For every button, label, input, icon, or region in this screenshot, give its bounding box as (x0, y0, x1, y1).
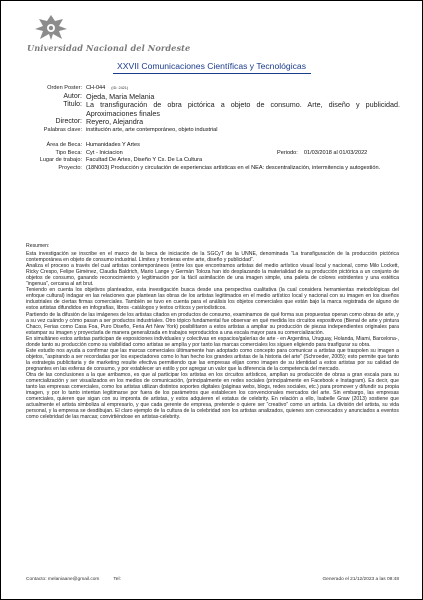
titulo-label: Titulo: (63, 101, 82, 109)
poster-id: (ID: 2421) (111, 86, 129, 90)
title-underline (113, 73, 311, 74)
proyecto-value: (18N003) Producción y circulación de experiencias artísticas en el NEA: descentralización, intermitencia y autogestión. (86, 165, 381, 172)
summary-paragraph: En simultáneo estos artistas participan de exposiciones individuales y colectivas en espacios/galerías de arte - en Argentina, Uruguay, Holanda, Miami, Barcelona-, donde tanto su producción como su visibilidad como artistas se amplía y por tanto las marcas comerciales los siguen eligiendo para trasfigurar su obra. (26, 335, 399, 348)
row-area-beca (1, 142, 422, 149)
director-label: Director: (55, 118, 82, 126)
row-palabras-clave (1, 127, 422, 134)
page-footer (26, 577, 399, 582)
page-title: XXVII Comunicaciones Científicas y Tecnológicas (117, 61, 306, 71)
tipo-beca-label: Tipo Beca: (55, 149, 82, 156)
summary-paragraph: Esta investigación se inscribe en el marco de la beca de iniciación de la SGCyT de la UNNE, denominada “La transfiguración de la producción pictórica contemporánea en objeto de consumo industrial. Límites y fronteras entre arte, diseño y publicidad”. (26, 251, 399, 264)
row-proyecto (1, 165, 422, 172)
footer-contact: Contacto: melaniaane@gmail.com (26, 577, 100, 582)
periodo-label: Periodo: (277, 149, 298, 156)
orden-poster-label: Orden Poster: (47, 85, 82, 91)
palabras-clave-label: Palabras clave: (43, 127, 82, 134)
orden-poster-code: CH-044 (86, 85, 106, 91)
summary-paragraph: Otra de las conclusiones a la que arribamos, es que al participar los artistas en los circuitos artísticos, amplían su producción de obras a gran escala para su comercialización y ser visualizados en los medios de comunicación, (principalmente en redes sociales (principalmente en Facebook e Instagram). Es decir, que tanto las empresas comerciales, como los artistas utilizan distintos soportes digitales (páginas webs, blogs, redes sociales, etc.) para promover y difundir su propia imagen, y por lo tanto intentan legitimarse por fuera de los parámetros que establecen los convencionales mercados del arte. Sin embargo, las empresas comerciales, quieren que sigan con su impronta de artistas, y estos adquieren el estatus de celebrity. En relación a ello, Isabelle Graw (2013) sostiene que actualmente el artista simboliza al empresario, y que cada gerente de empresa, pretende o quiere ser “creativo” como un artista. La división del artista, su vida personal, y la empresa se desdibujan. El claro ejemplo de la cultura de la celebridad son los artistas analizados, quienes son convocados y anunciados a eventos como celebridad de las marcas; convirtiéndose en artistas-celebrity. (26, 371, 399, 421)
row-tipo-beca (1, 150, 422, 157)
university-name: Universidad Nacional del Nordeste (27, 43, 191, 53)
proyecto-label: Proyecto: (58, 165, 82, 172)
summary-paragraph: Analiza el proceso a través del cual artistas contemporáneos (entre los que encontramos artistas del medio artístico visual local y nacional, como Milo Lockett, Ricky Crespo, Felipe Giménez, Claudia Baldrich, Mario Lange y Germán Toloza han ido desplazando la materialidad de su producción pictórica a un conjunto de objetos de consumo, ganando reconocimiento y legitimación por la fácil asimilación de una imagen simple, una paleta de colores estridentes y una estética “ingenua”, cercana al art brut. (26, 263, 399, 288)
summary-paragraph: Este estudio nos ayuda a confirmar que las marcas comerciales últimamente han adoptado como concepto para comunicar a artistas que traspolen su imagen a objetos, “aspirando a ser recordadas por los espectadores como lo han hecho los grandes artistas de la historia del arte” (Schroeder, 2005); esto permite que tanto la estrategia publicitaria y de marketing resulte efectiva permitiendo que las empresas elijan como imagen de su identidad a estos artistas por su calidad de pregnantes en las esferas de consumo, y por establecer un estilo y por agregar un valor que la diferencia de la competencia del mercado. (26, 347, 399, 372)
area-beca-value: Humanidades Y Artes (86, 141, 140, 148)
row-lugar-trabajo (1, 157, 422, 164)
tipo-beca-value: Cyt - Iniciacion (86, 149, 123, 156)
director-value: Reyero, Alejandra (86, 117, 144, 127)
footer-tel: Tel: (113, 577, 121, 582)
lugar-trabajo-value: Facultad De Artes, Diseño Y Cs. De La Cultura (86, 157, 203, 164)
lugar-trabajo-label: Lugar de trabajo: (39, 157, 82, 164)
footer-generated: Generado el 21/12/2023 a las 09:48 (322, 577, 399, 582)
autor-label: Autor: (63, 92, 82, 100)
titulo-value: La transfiguración de obra pictórica a objeto de consumo. Arte, diseño y publicidad. Aproximaciones finales (86, 100, 400, 118)
university-logo (31, 13, 71, 41)
row-orden-poster (1, 85, 422, 92)
periodo (277, 150, 367, 157)
periodo-value: 01/03/2018 al 01/03/2022 (303, 149, 368, 156)
university-emblem-icon (31, 13, 71, 41)
palabras-clave-value: institución arte, arte contemporáneo, objeto industrial (86, 127, 218, 134)
row-titulo (1, 101, 422, 117)
autor-value: Ojeda, Maria Melania (86, 91, 155, 101)
summary-paragraph: Partiendo de la difusión de las imágenes de los artistas citados en productos de consumo, examinamos de qué forma sus propuestas operan como obras de arte, y a su vez cuándo y cómo pasan a ser productos industriales. Otro tópico fundamental fue observar en qué medida los circuitos expositivos (Bienal de arte y pintura Chaco, Ferias como Casa Foa, Puro Diseño, Feria Art New York) posibilitaron a estos artistas a ampliar su producción de piezas independientes originales para estampar su imagen y proyectarla de manera generalizada en trabajos reproducidos a una escala mayor para su comercialización. (26, 311, 399, 336)
summary-heading: Resumen: (26, 243, 50, 249)
summary-paragraph: Teniendo en cuenta los objetivos planteados, esta investigación busca desde una perspectiva cualitativa (la cual considera herramientas metodológicas del enfoque cultural) indagar en las relaciones que plantean las obras de los artistas legitimados en el medio artístico local y nacional con su imagen en los diseños industriales de ciertas firmas comerciales. También se tuvo en cuenta para el análisis los objetos comerciales que están bajo la marca registrada de alguno de estos artistas difundidos en infografías, libros -catálogos y textos críticos y periodísticos. (26, 287, 399, 312)
area-beca-label: Área de Beca: (46, 141, 82, 148)
row-director (1, 118, 422, 126)
summary-section (26, 243, 399, 420)
poster-metadata (1, 85, 422, 173)
